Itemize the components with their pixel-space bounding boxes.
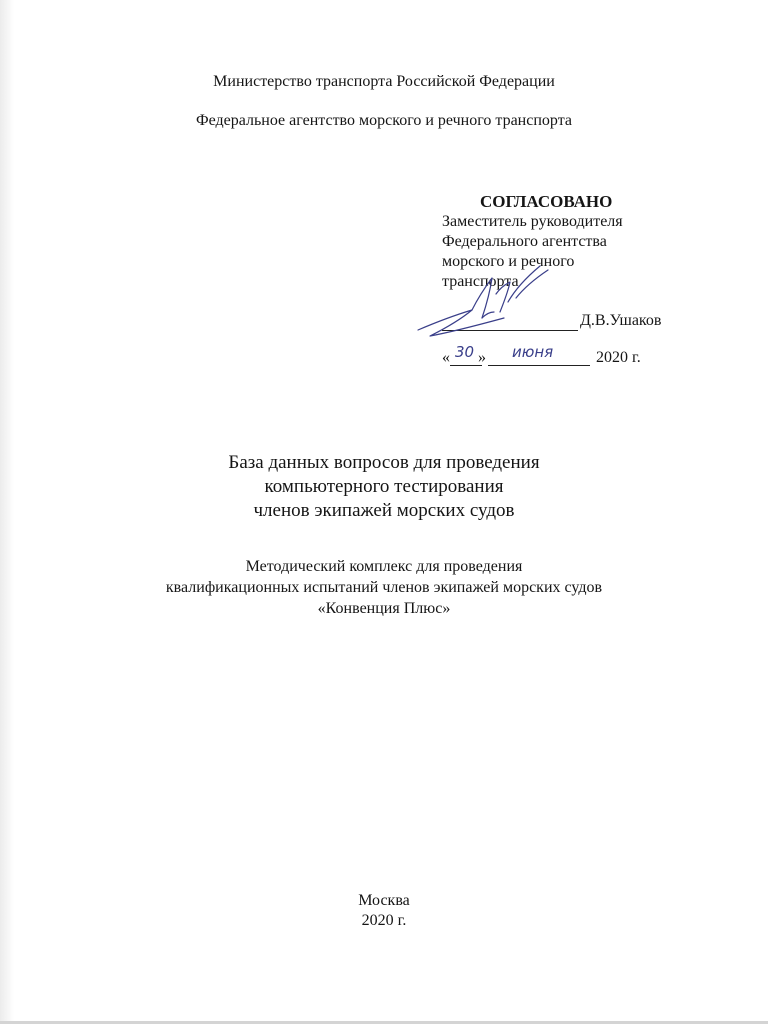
title-line: База данных вопросов для проведения [228,452,540,473]
approval-position-line: Заместитель руководителя [442,213,623,230]
document-title [0,451,768,523]
date-close-quote: » [478,349,486,366]
title-line: членов экипажей морских судов [253,500,515,521]
subtitle-line: Методический комплекс для проведения [245,558,523,575]
date-open-quote: « [442,349,450,366]
approval-position-line: морского и речного [442,253,575,270]
document-subtitle [0,556,768,619]
subtitle-line: квалификационных испытаний членов экипажей морских судов [165,579,603,596]
signer-name: Д.В.Ушаков [580,312,662,329]
agency-heading: Федеральное агентство морского и речного транспорта [196,112,572,129]
approval-position-line: транспорта [442,273,519,290]
approval-heading: СОГЛАСОВАНО [480,192,613,211]
date-year: 2020 г. [596,349,641,366]
handwritten-day: 30 [455,343,475,361]
footer-city: Москва [358,892,410,909]
footer-year: 2020 г. [361,912,407,929]
approval-date [442,343,682,369]
handwritten-month: июня [512,343,554,361]
title-line: компьютерного тестирования [264,476,504,497]
signature-mark [412,258,562,350]
approval-position-line: Федерального агентства [442,233,607,250]
subtitle-line: «Конвенция Плюс» [317,600,451,617]
ministry-heading: Министерство транспорта Российской Федерации [213,73,555,90]
